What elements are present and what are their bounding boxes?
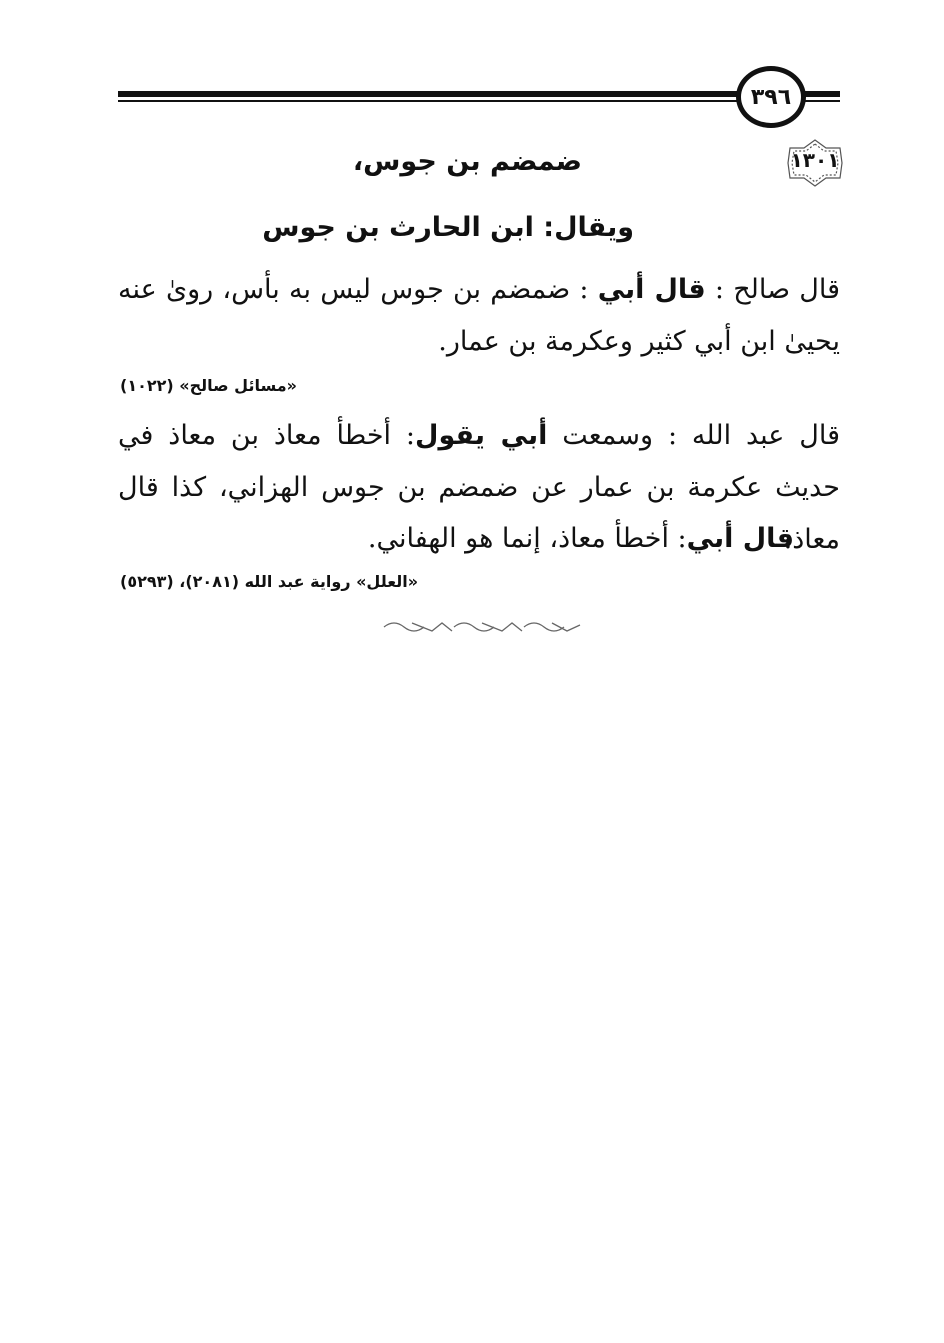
- section-divider-ornament-icon: [382, 617, 582, 637]
- text-run: : أخطأ معاذ بن معاذ في حديث عكرمة بن عمار عن ضمضم بن جوس الهزاني، كذا قال معاذ.: [118, 420, 840, 555]
- text-run: قال عبد الله : وسمعت: [547, 420, 841, 451]
- bold-run: أبي يقول: [415, 420, 548, 451]
- bold-run: قال أبي: [686, 523, 794, 554]
- entry-number-badge: [784, 138, 846, 188]
- text-run: : ضمضم بن جوس ليس به بأس، روىٰ عنه يحيىٰ ابن أبي كثير وعكرمة بن عمار.: [118, 274, 840, 357]
- entry-title: ضمضم بن جوس،: [352, 146, 582, 177]
- text-run: : أخطأ معاذ، إنما هو الهفاني.: [367, 523, 687, 554]
- paragraph-abi: [118, 513, 794, 565]
- bold-run: قال أبي: [597, 274, 706, 305]
- source-citation: «العلل» رواية عبد الله (٢٠٨١)، (٥٢٩٣): [120, 572, 419, 591]
- header-rule: [118, 91, 840, 105]
- source-citation: «مسائل صالح» (١٠٢٢): [120, 376, 297, 395]
- text-run: قال صالح :: [705, 274, 840, 305]
- header-rule-thick: [118, 91, 840, 97]
- header-rule-thin: [118, 100, 840, 102]
- entry-alt-name: ويقال: ابن الحارث بن جوس: [262, 212, 634, 243]
- entry-number: ١٣٠١: [790, 148, 840, 172]
- page-number-frame: [736, 66, 806, 128]
- page-number: ٣٩٦: [750, 84, 792, 110]
- paragraph-saleh: [118, 264, 840, 368]
